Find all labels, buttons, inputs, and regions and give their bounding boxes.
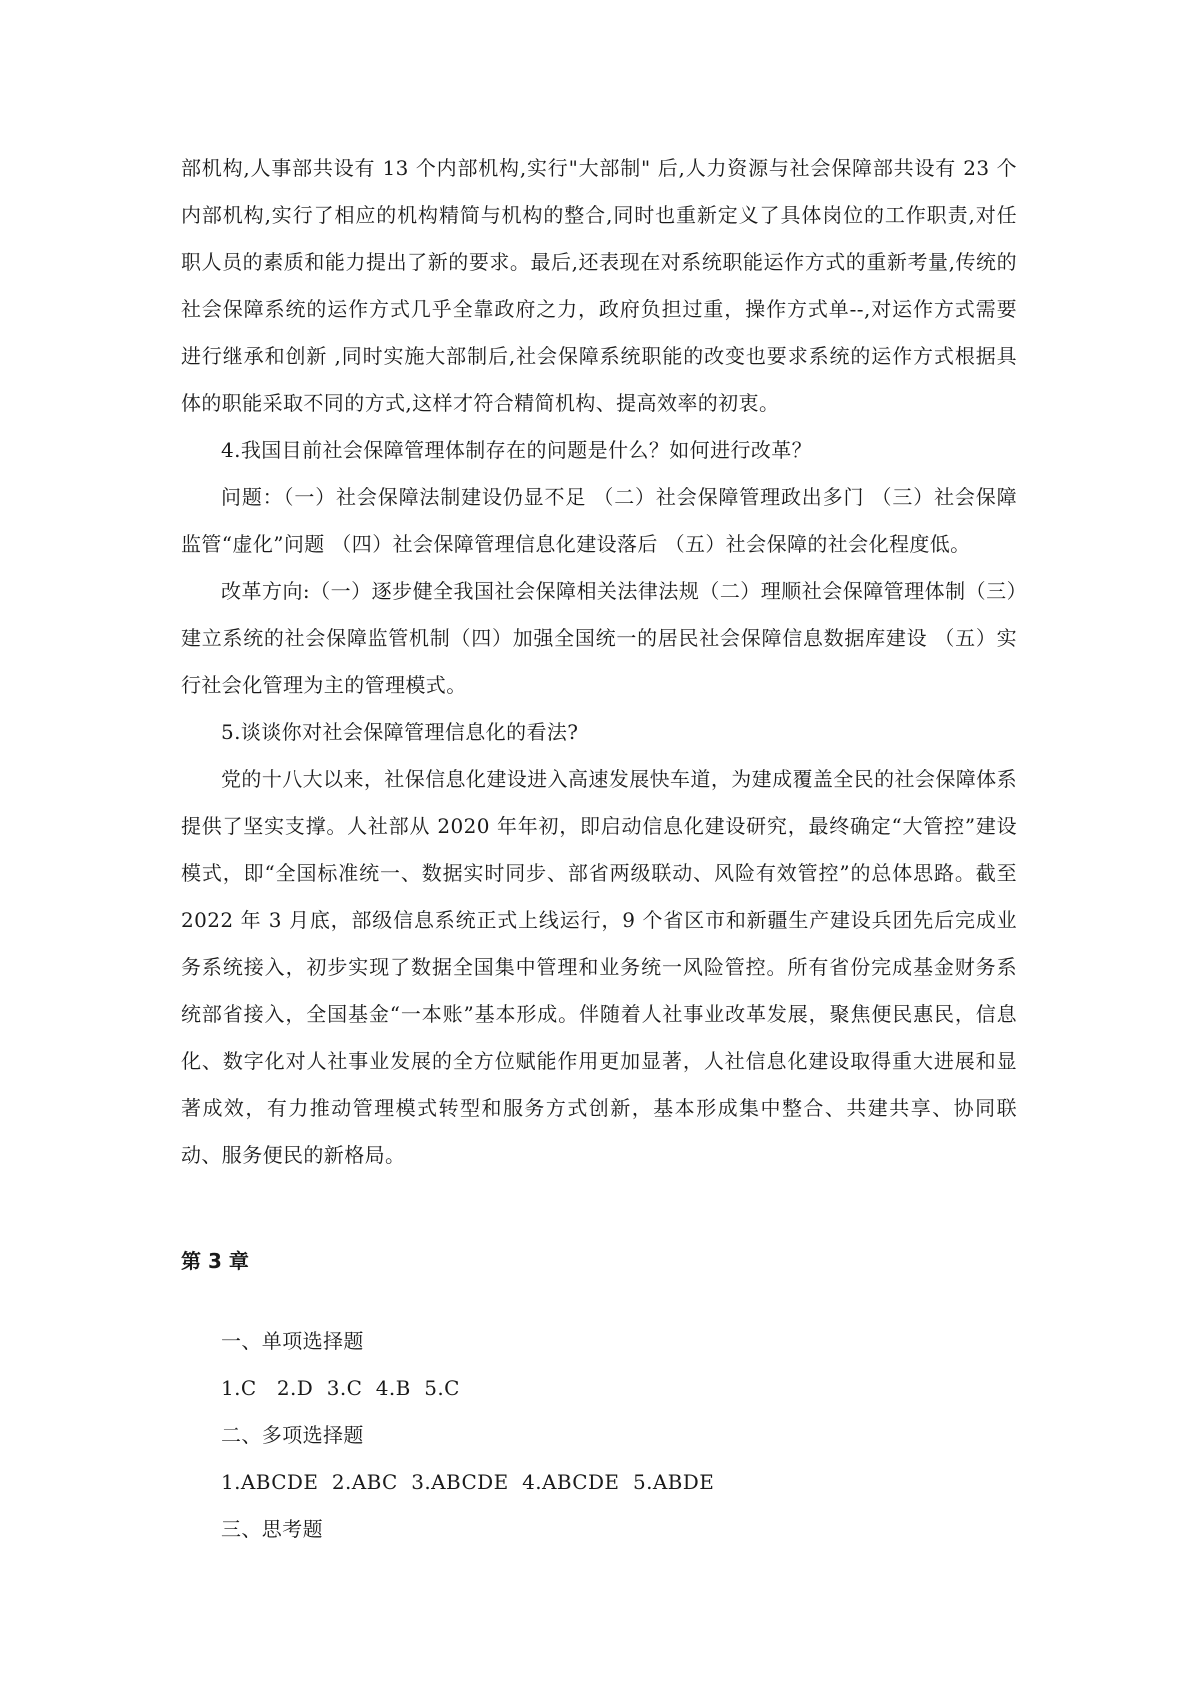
multiple-choice-heading: 二、多项选择题 xyxy=(221,1423,364,1447)
body-text xyxy=(181,145,1017,1179)
single-choice-answers: 1.C 2.D 3.C 4.B 5.C xyxy=(221,1376,460,1400)
multiple-choice-answers: 1.ABCDE 2.ABC 3.ABCDE 4.ABCDE 5.ABDE xyxy=(221,1470,715,1494)
answer-4-reform-direction: 改革方向:（一）逐步健全我国社会保障相关法律法规（二）理顺社会保障管理体制（三）建立系统的社会保障监管机制（四）加强全国统一的居民社会保障信息数据库建设 （五）实行社会化管理为主的管理模式。 xyxy=(181,579,1017,697)
question-5: 5.谈谈你对社会保障管理信息化的看法? xyxy=(221,720,579,744)
single-choice-heading: 一、单项选择题 xyxy=(221,1329,364,1353)
question-4: 4.我国目前社会保障管理体制存在的问题是什么？如何进行改革？ xyxy=(221,438,813,462)
chapter-3-answers xyxy=(221,1318,1001,1553)
answer-5: 党的十八大以来，社保信息化建设进入高速发展快车道，为建成覆盖全民的社会保障体系提供了坚实支撑。人社部从 2020 年年初，即启动信息化建设研究，最终确定“大管控”建设模式，即“全国标准统一、数据实时同步、部省两级联动、风险有效管控”的总体思路。截至 2022 年 3 月底，部级信息系统正式上线运行，9 个省区市和新疆生产建设兵团先后完成业务系统接入，初步实现了数据全国集中管理和业务统一风险管控。所有省份完成基金财务系统部省接入，全国基金“一本账”基本形成。伴随着人社事业改革发展，聚焦便民惠民，信息化、数字化对人社事业发展的全方位赋能作用更加显著，人社信息化建设取得重大进展和显著成效，有力推动管理模式转型和服务方式创新，基本形成集中整合、共建共享、协同联动、服务便民的新格局。 xyxy=(181,767,1017,1167)
answer-4-problems: 问题：（一）社会保障法制建设仍显不足 （二）社会保障管理政出多门 （三）社会保障监管“虚化”问题 （四）社会保障管理信息化建设落后 （五）社会保障的社会化程度低。 xyxy=(181,485,1017,556)
discussion-questions-heading: 三、思考题 xyxy=(221,1517,323,1541)
paragraph-reform-continuation: 部机构,人事部共设有 13 个内部机构,实行"大部制" 后,人力资源与社会保障部共设有 23 个内部机构,实行了相应的机构精简与机构的整合,同时也重新定义了具体岗位的工作职责,对任职人员的素质和能力提出了新的要求。最后,还表现在对系统职能运作方式的重新考量,传统的社会保障系统的运作方式几乎全靠政府之力，政府负担过重，操作方式单--,对运作方式需要进行继承和创新 ,同时实施大部制后,社会保障系统职能的改变也要求系统的运作方式根据具体的职能采取不同的方式,这样才符合精简机构、提高效率的初衷。 xyxy=(181,156,1017,415)
chapter-heading: 第 3 章 xyxy=(181,1249,249,1273)
